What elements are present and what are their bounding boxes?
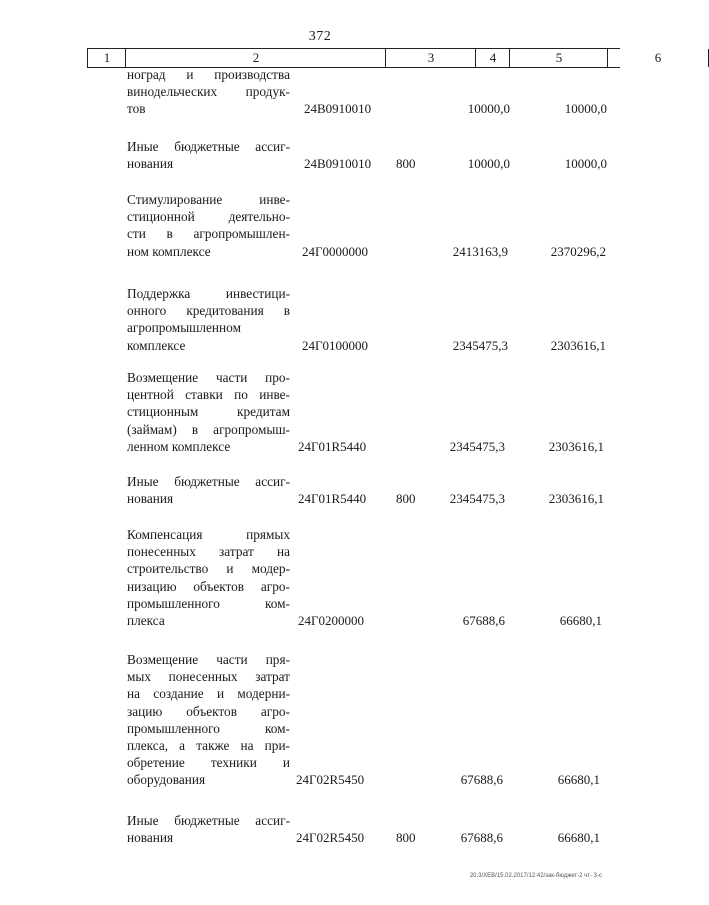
description-line: винодельческих продук- xyxy=(127,84,290,100)
description-line: промышленного ком- xyxy=(127,595,290,611)
description-line: Компенсация прямых xyxy=(127,527,290,542)
description-line: (займам) в агропромыш- xyxy=(127,421,290,437)
description-line: на создание и модерни- xyxy=(127,686,290,702)
amount-col-5: 10000,0 xyxy=(467,101,510,117)
header-col-3: 3 xyxy=(385,49,476,67)
target-article-code: 24В0910010 xyxy=(304,156,372,172)
description-line: низацию объектов агро- xyxy=(127,578,290,594)
header-col-1: 1 xyxy=(87,49,126,67)
row-description xyxy=(127,812,290,846)
description-line: нования xyxy=(127,491,174,507)
description-line: нования xyxy=(127,830,174,846)
description-line: ном комплексе xyxy=(127,243,211,259)
amount-col-5: 67688,6 xyxy=(460,772,503,788)
amount-col-5: 2345475,3 xyxy=(449,438,505,454)
header-col-6: 6 xyxy=(607,49,709,67)
description-line: понесенных затрат на xyxy=(127,544,290,560)
row-description xyxy=(127,285,290,354)
row-description xyxy=(127,473,290,507)
table-header xyxy=(87,48,662,68)
description-line: комплексе xyxy=(127,337,186,353)
header-col-2: 2 xyxy=(125,49,386,67)
amount-col-6: 10000,0 xyxy=(564,156,607,172)
row-description xyxy=(127,526,290,629)
amount-col-6: 66680,1 xyxy=(557,830,600,846)
description-line: обретение техники и xyxy=(127,755,290,771)
row-description xyxy=(127,191,290,260)
description-line: ноград и производства xyxy=(127,67,290,82)
description-line: зацию объектов агро- xyxy=(127,703,290,719)
description-line: агропромышленном xyxy=(127,320,241,336)
amount-col-6: 66680,1 xyxy=(557,772,600,788)
row-description xyxy=(127,138,290,172)
description-line: Возмещение части пря- xyxy=(127,652,290,667)
description-line: сти в агропромышлен- xyxy=(127,226,290,242)
description-line: Поддержка инвестици- xyxy=(127,286,290,301)
description-line: мых понесенных затрат xyxy=(127,669,290,685)
row-description xyxy=(127,369,290,455)
description-line: Иные бюджетные ассиг- xyxy=(127,813,290,828)
amount-col-5: 67688,6 xyxy=(462,613,505,628)
amount-col-5: 2413163,9 xyxy=(452,243,508,259)
description-line: стиционным кредитам xyxy=(127,404,290,420)
row-description xyxy=(127,66,290,118)
amount-col-6: 2303616,1 xyxy=(550,337,606,353)
description-line: Иные бюджетные ассиг- xyxy=(127,474,290,489)
amount-col-6: 2303616,1 xyxy=(548,491,604,507)
target-article-code: 24Г0200000 xyxy=(298,613,365,628)
target-article-code: 24Г02R5450 xyxy=(296,830,365,846)
description-line: ленном комплексе xyxy=(127,438,231,454)
description-line: Стимулирование инве- xyxy=(127,192,290,207)
target-article-code: 24В0910010 xyxy=(304,101,372,117)
description-line: Возмещение части про- xyxy=(127,370,290,385)
description-line: тов xyxy=(127,101,146,117)
page-number: 372 xyxy=(308,29,332,44)
header-col-5: 5 xyxy=(509,49,608,67)
description-line: плекса xyxy=(127,613,165,629)
row-description xyxy=(127,651,290,789)
expense-type-code: 800 xyxy=(396,156,416,172)
footer-stamp: 20.3/ХЕВ/15.02.2017/12:42/зак-бюджет-2 чт- 3-с xyxy=(469,873,602,879)
target-article-code: 24Г01R5440 xyxy=(298,438,367,454)
amount-col-5: 2345475,3 xyxy=(452,337,508,353)
expense-type-code: 800 xyxy=(396,830,416,846)
amount-col-6: 2303616,1 xyxy=(548,438,604,454)
description-line: стиционной деятельно- xyxy=(127,209,290,225)
target-article-code: 24Г02R5450 xyxy=(296,772,365,788)
amount-col-5: 2345475,3 xyxy=(449,491,505,507)
amount-col-6: 66680,1 xyxy=(559,613,602,628)
description-line: онного кредитования в xyxy=(127,303,290,319)
target-article-code: 24Г01R5440 xyxy=(298,491,367,507)
amount-col-5: 67688,6 xyxy=(460,830,503,846)
target-article-code: 24Г0100000 xyxy=(302,337,369,353)
expense-type-code: 800 xyxy=(396,491,416,507)
description-line: строительство и модер- xyxy=(127,561,290,577)
description-line: нования xyxy=(127,156,174,172)
target-article-code: 24Г0000000 xyxy=(302,243,369,259)
description-line: промышленного ком- xyxy=(127,720,290,736)
amount-col-6: 2370296,2 xyxy=(550,243,606,259)
description-line: Иные бюджетные ассиг- xyxy=(127,139,290,154)
amount-col-5: 10000,0 xyxy=(467,156,510,172)
description-line: оборудования xyxy=(127,772,206,788)
description-line: плекса, а также на при- xyxy=(127,738,290,754)
amount-col-6: 10000,0 xyxy=(564,101,607,117)
description-line: центной ставки по инве- xyxy=(127,387,290,403)
header-col-4: 4 xyxy=(475,49,510,67)
